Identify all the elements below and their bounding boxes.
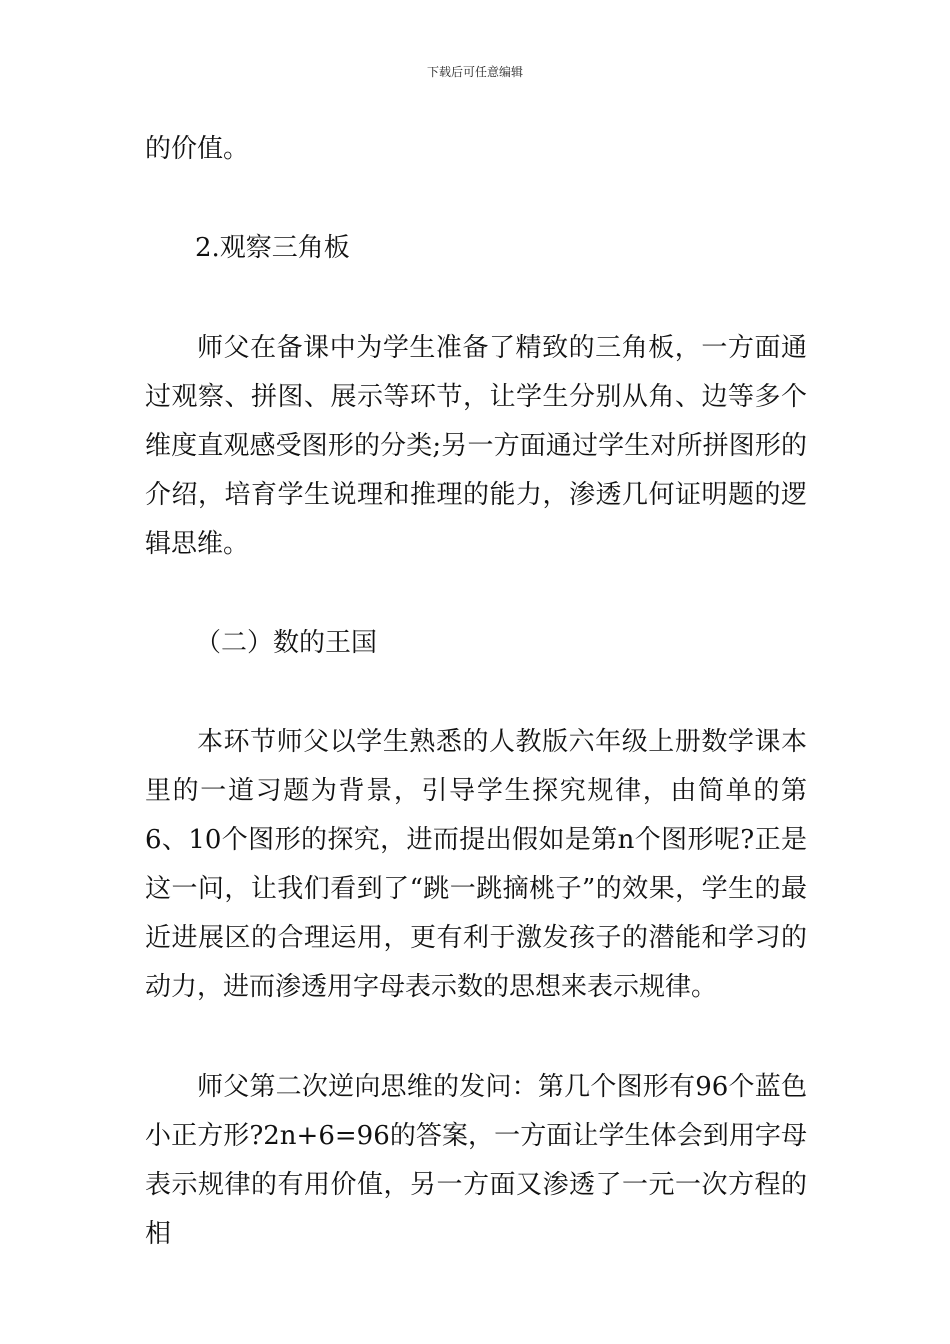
page-header-note: 下载后可任意编辑 xyxy=(426,65,523,79)
paragraph-pattern-exploration: 本环节师父以学生熟悉的人教版六年级上册数学课本里的一道习题为背景，引导学生探究规律，由简单的第6、10个图形的探究，进而提出假如是第n个图形呢?正是这一问，让我们看到了“跳一跳摘桃子”的效果，学生的最近进展区的合理运用，更有利于激发孩子的潜能和学习的动力，进而渗透用字母表示数的思想来表示规律。 xyxy=(145,727,807,1002)
paragraph-continuation: 的价值。 xyxy=(145,134,250,164)
paragraph-reverse-thinking: 师父第二次逆向思维的发问：第几个图形有96个蓝色小正方形?2n+6=96的答案，一方面让学生体会到用字母表示规律的有用价值，另一方面又渗透了一元一次方程的相 xyxy=(145,1072,807,1249)
section-heading-number-kingdom: （二）数的王国 xyxy=(195,628,378,658)
document-body xyxy=(145,125,807,1259)
paragraph-triangle-board: 师父在备课中为学生准备了精致的三角板，一方面通过观察、拼图、展示等环节，让学生分别从角、边等多个维度直观感受图形的分类;另一方面通过学生对所拼图形的介绍，培育学生说理和推理的能力，渗透几何证明题的逻辑思维。 xyxy=(145,333,807,559)
section-heading-observe-triangle: 2.观察三角板 xyxy=(195,233,350,263)
